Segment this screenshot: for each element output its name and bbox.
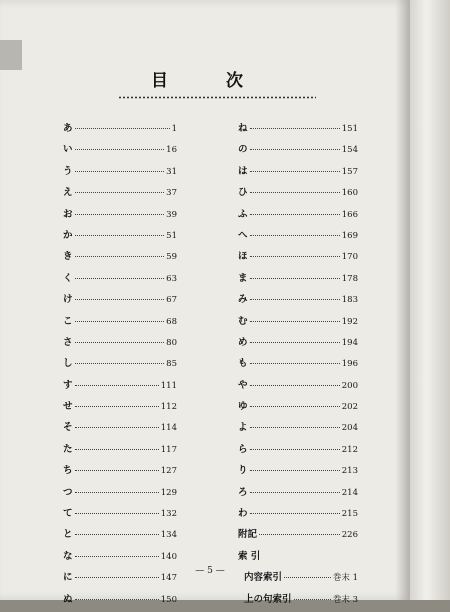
toc-entry-page: 巻末 3 <box>332 594 358 605</box>
toc-entry-label: や <box>238 379 248 391</box>
toc-entry-page: 150 <box>160 594 177 605</box>
leader-dots <box>75 599 159 600</box>
toc-entry-page: 166 <box>341 209 358 220</box>
toc-entry-page: 67 <box>166 295 177 306</box>
toc-right-column <box>238 120 358 612</box>
toc-entry-label: そ <box>63 422 73 434</box>
toc-entry-page: 59 <box>166 252 177 263</box>
leader-dots <box>75 470 159 471</box>
toc-entry-label: ゆ <box>238 401 248 413</box>
toc-entry <box>63 398 177 419</box>
toc-entry-page: 117 <box>160 444 177 455</box>
toc-entry <box>63 355 177 376</box>
toc-entry <box>238 270 358 291</box>
leader-dots <box>250 492 340 493</box>
toc-title: 目 次 <box>151 71 269 91</box>
leader-dots <box>75 363 165 364</box>
toc-entry-page: 51 <box>166 230 177 241</box>
toc-entry-label: と <box>63 529 73 541</box>
toc-entry <box>238 334 358 355</box>
leader-dots <box>75 577 159 578</box>
leader-dots <box>75 427 159 428</box>
leader-dots <box>250 192 340 193</box>
toc-entry-label: ち <box>63 465 73 477</box>
toc-entry <box>63 184 177 205</box>
leader-dots <box>250 363 340 364</box>
toc-entry-page: 200 <box>341 380 358 391</box>
leader-dots <box>250 299 340 300</box>
toc-entry-label: ら <box>238 443 248 455</box>
toc-entry-label: な <box>63 550 73 562</box>
toc-entry <box>238 419 358 440</box>
toc-entry-label: く <box>63 272 73 284</box>
toc-entry <box>63 141 177 162</box>
toc-entry-page: 212 <box>341 444 358 455</box>
toc-entry-label: 附記 <box>238 529 258 541</box>
leader-dots <box>75 492 159 493</box>
toc-entry-page: 196 <box>341 359 358 370</box>
toc-entry <box>63 248 177 269</box>
leader-dots <box>75 321 165 322</box>
toc-entry-label: け <box>63 294 73 306</box>
leader-dots <box>294 599 331 600</box>
toc-entry <box>63 313 177 334</box>
toc-entry-page: 170 <box>341 252 358 263</box>
leader-dots <box>75 235 165 236</box>
toc-entry <box>63 206 177 227</box>
toc-entry <box>238 227 358 248</box>
toc-entry <box>238 505 358 526</box>
toc-entry-label: い <box>63 144 73 156</box>
toc-entry-label: し <box>63 358 73 370</box>
leader-dots <box>250 321 340 322</box>
leader-dots <box>75 342 165 343</box>
toc-entry-page: 111 <box>160 380 177 391</box>
leader-dots <box>75 256 165 257</box>
toc-entry-page: 112 <box>160 402 177 413</box>
index-heading: 索 引 <box>238 550 261 562</box>
leader-dots <box>250 278 340 279</box>
toc-entry <box>63 334 177 355</box>
toc-entry-page: 140 <box>160 551 177 562</box>
leader-dots <box>75 449 159 450</box>
toc-entry-page: 194 <box>341 337 358 348</box>
toc-entry <box>238 377 358 398</box>
toc-entry-page: 134 <box>160 530 177 541</box>
toc-entry-page: 132 <box>160 509 177 520</box>
leader-dots <box>250 470 340 471</box>
toc-entry <box>63 484 177 505</box>
toc-entry-label: 上の句索引 <box>244 593 292 605</box>
leader-dots <box>250 427 340 428</box>
toc-entry <box>238 313 358 334</box>
toc-entry-page: 192 <box>341 316 358 327</box>
toc-entry-label: 内容索引 <box>244 572 283 584</box>
toc-entry-label: す <box>63 379 73 391</box>
toc-entry-page: 68 <box>166 316 177 327</box>
toc-entry <box>238 248 358 269</box>
toc-entry <box>238 184 358 205</box>
toc-entry-label: ま <box>238 272 248 284</box>
leader-dots <box>250 214 340 215</box>
toc-entry <box>63 591 177 612</box>
toc-entry-page: 1 <box>171 124 177 134</box>
leader-dots <box>250 149 340 150</box>
leader-dots <box>250 342 340 343</box>
toc-entry <box>238 591 358 612</box>
toc-entry-label: は <box>238 165 248 177</box>
toc-entry-label: あ <box>63 123 73 134</box>
leader-dots <box>250 235 340 236</box>
toc-entry <box>63 291 177 312</box>
toc-entry-label: み <box>238 294 248 306</box>
toc-entry-page: 16 <box>166 145 177 156</box>
toc-entry-label: ふ <box>238 208 248 220</box>
toc-entry <box>238 569 358 590</box>
leader-dots <box>75 299 165 300</box>
leader-dots <box>250 171 340 172</box>
toc-entry-label: ね <box>238 123 248 134</box>
toc-entry-label: に <box>63 572 73 584</box>
toc-entry-label: つ <box>63 486 73 498</box>
leader-dots <box>75 406 159 407</box>
toc-entry <box>238 441 358 462</box>
toc-entry-page: 151 <box>341 124 358 134</box>
leader-dots <box>75 385 159 386</box>
toc-entry <box>63 227 177 248</box>
toc-entry-label: り <box>238 465 248 477</box>
leader-dots <box>250 385 340 386</box>
leader-dots <box>75 171 165 172</box>
toc-entry-label: き <box>63 251 73 263</box>
toc-entry-label: て <box>63 508 73 520</box>
toc-entry-page: 202 <box>341 402 358 413</box>
toc-entry-label: ほ <box>238 251 248 263</box>
toc-entry <box>63 377 177 398</box>
toc-entry-page: 127 <box>160 466 177 477</box>
toc-entry-label: ひ <box>238 187 248 199</box>
leader-dots <box>75 513 159 514</box>
toc-entry <box>63 462 177 483</box>
toc-entry-page: 204 <box>341 423 358 434</box>
toc-entry-label: の <box>238 144 248 156</box>
toc-entry <box>238 206 358 227</box>
toc-entry <box>63 120 177 141</box>
toc-entry <box>238 141 358 162</box>
toc-entry-page: 178 <box>341 273 358 284</box>
leader-dots <box>75 534 159 535</box>
toc-entry-page: 80 <box>166 337 177 348</box>
toc-entry-label: ろ <box>238 486 248 498</box>
toc-entry <box>63 419 177 440</box>
toc-entry <box>63 441 177 462</box>
page-gutter-shadow <box>395 0 410 600</box>
leader-dots <box>250 513 340 514</box>
toc-entry-page: 215 <box>341 509 358 520</box>
leader-dots <box>250 256 340 257</box>
leader-dots <box>75 278 165 279</box>
toc-entry-page: 巻末 1 <box>332 573 358 584</box>
toc-entry-label: こ <box>63 315 73 327</box>
toc-entry <box>238 163 358 184</box>
leader-dots <box>75 128 170 129</box>
toc-entry-label: め <box>238 336 248 348</box>
toc-entry <box>238 120 358 141</box>
toc-entry <box>238 484 358 505</box>
toc-entry-label: せ <box>63 401 73 413</box>
leader-dots <box>75 556 159 557</box>
toc-entry <box>63 163 177 184</box>
toc-entry-label: か <box>63 229 73 241</box>
page-number: — 5 — <box>195 566 225 576</box>
toc-entry <box>63 526 177 547</box>
leader-dots <box>259 534 340 535</box>
leader-dots <box>75 149 165 150</box>
toc-entry-page: 31 <box>166 166 177 177</box>
toc-entry <box>63 548 177 569</box>
toc-entry-label: む <box>238 315 248 327</box>
toc-entry-label: わ <box>238 508 248 520</box>
toc-entry-page: 85 <box>166 359 177 370</box>
adjacent-page-edge <box>410 0 450 600</box>
leader-dots <box>250 406 340 407</box>
toc-entry-label: ぬ <box>63 593 73 605</box>
toc-entry-label: お <box>63 208 73 220</box>
toc-entry-page: 157 <box>341 166 358 177</box>
toc-entry <box>238 291 358 312</box>
toc-entry <box>238 462 358 483</box>
toc-entry-page: 63 <box>166 273 177 284</box>
toc-left-column <box>63 120 177 612</box>
toc-entry-label: も <box>238 358 248 370</box>
toc-entry-page: 169 <box>341 230 358 241</box>
toc-entry-page: 129 <box>160 487 177 498</box>
title-decorative-rule <box>118 96 316 99</box>
toc-entry <box>238 526 358 547</box>
toc-entry-page: 114 <box>160 423 177 434</box>
toc-entry <box>238 355 358 376</box>
leader-dots <box>284 577 331 578</box>
page-edge-mark <box>0 40 22 70</box>
leader-dots <box>75 192 165 193</box>
toc-entry <box>63 505 177 526</box>
toc-entry <box>63 270 177 291</box>
leader-dots <box>75 214 165 215</box>
toc-entry-page: 154 <box>341 145 358 156</box>
toc-entry-label: よ <box>238 422 248 434</box>
toc-entry-label: え <box>63 187 73 199</box>
toc-entry <box>63 569 177 590</box>
toc-entry-page: 39 <box>166 209 177 220</box>
leader-dots <box>250 128 340 129</box>
toc-entry-label: う <box>63 165 73 177</box>
toc-entry-label: さ <box>63 336 73 348</box>
toc-entry-page: 213 <box>341 466 358 477</box>
toc-entry-page: 214 <box>341 487 358 498</box>
toc-entry-label: た <box>63 443 73 455</box>
toc-entry <box>238 398 358 419</box>
leader-dots <box>250 449 340 450</box>
toc-entry-page: 183 <box>341 295 358 306</box>
toc-entry-page: 147 <box>160 573 177 584</box>
toc-entry-page: 37 <box>166 188 177 199</box>
toc-entry-page: 160 <box>341 188 358 199</box>
toc-entry-page: 226 <box>341 530 358 541</box>
toc-entry-label: へ <box>238 229 248 241</box>
